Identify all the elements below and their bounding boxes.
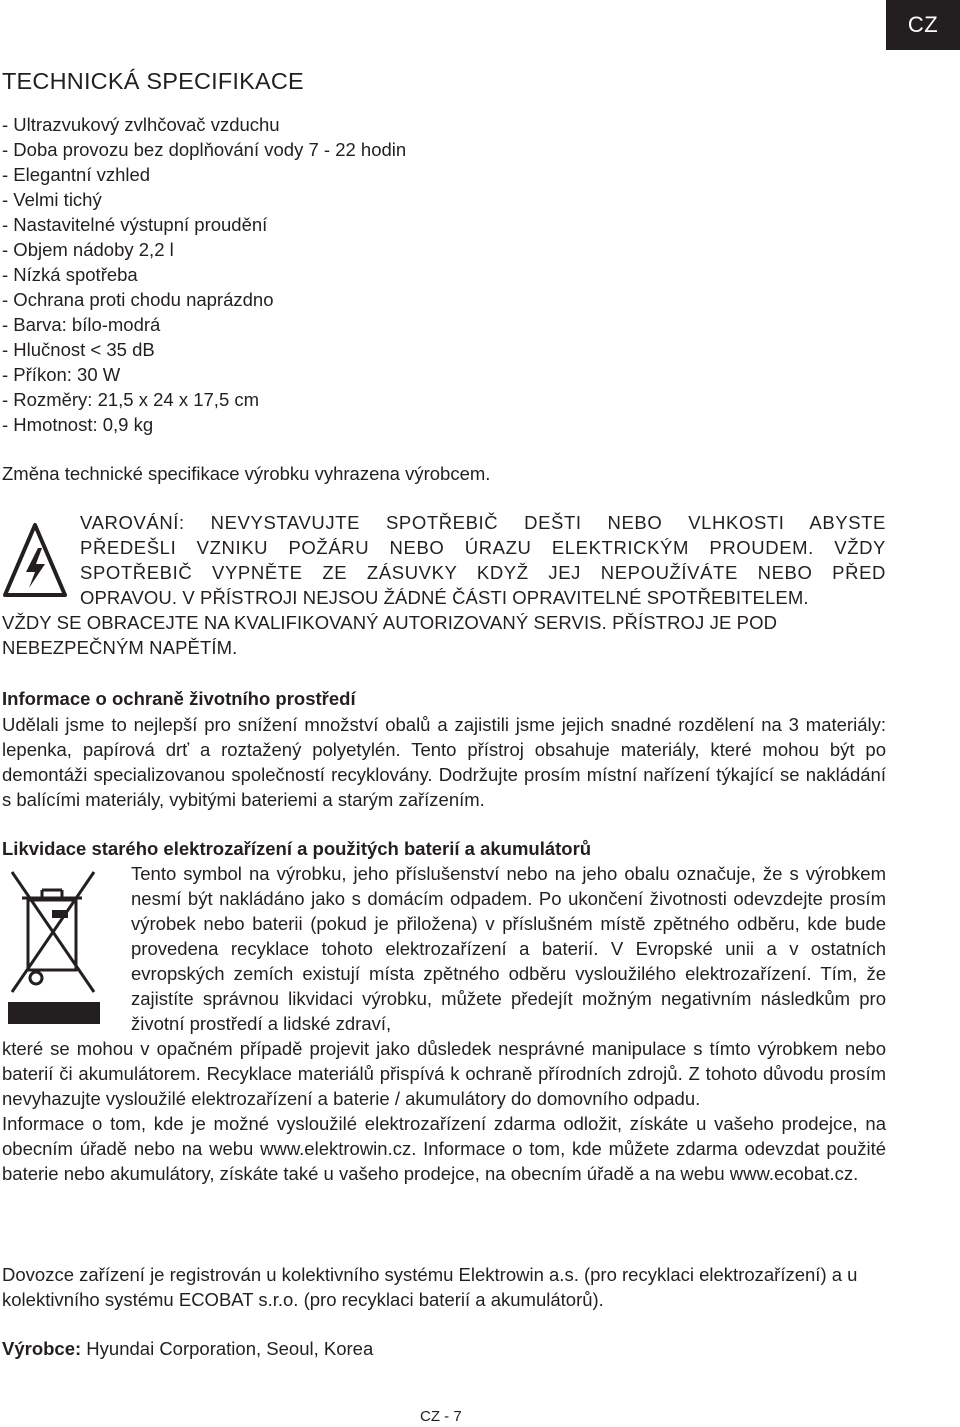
crossed-out-wheelie-bin-icon [8, 868, 100, 1024]
disposal-continued: které se mohou v opačném případě projevit jako důsledek nesprávné manipulace s tímto výrobkem nebo baterií či akumulátorem. Recyklace materiálů přispívá k ochraně přírodních zdrojů. Z tohoto důvodu prosím nevyhazujte vysloužilé elektrozařízení a baterie / akumulátory do domovního odpadu. [2, 1038, 886, 1109]
spec-item: - Velmi tichý [2, 189, 102, 210]
environment-heading: Informace o ochraně životního prostředí [2, 688, 356, 709]
page-number: CZ - 7 [420, 1408, 462, 1425]
disposal-text: Tento symbol na výrobku, jeho příslušenství nebo na jeho obalu označuje, že s výrobkem nesmí být nakládáno jako s domácím odpadem. Po ukončení životnosti odevzdejte prosím výrobek nebo baterii (pokud je přiložena) v příslušném místě zpětného odběru, kde bude provedena recyklace tohoto elektrozařízení a baterií. V Evropské unii a v ostatních evropských zemích existují místa zpětného odběru vysloužilého elektrozařízení. Tím, že zajistíte správnou likvidaci výrobku, můžete předejít možným negativním následkům pro životní prostředí a lidské zdraví, [131, 863, 886, 1034]
spec-item: - Ultrazvukový zvlhčovač vzduchu [2, 114, 280, 135]
spec-item: - Barva: bílo-modrá [2, 314, 161, 335]
manufacturer [2, 1336, 373, 1361]
spec-item: - Nízká spotřeba [2, 264, 138, 285]
warning-line: VŽDY SE OBRACEJTE NA KVALIFIKOVANÝ AUTORIZOVANÝ SERVIS. PŘÍSTROJ JE POD [2, 612, 778, 633]
manufacturer-value: Hyundai Corporation, Seoul, Korea [81, 1338, 374, 1359]
importer-text: Dovozce zařízení je registrován u kolektivního systému Elektrowin a.s. (pro recyklaci elektrozařízení) a u kolektivního systému ECOBAT s.r.o. (pro recyklaci baterií a akumulátorů). [2, 1264, 858, 1310]
spec-item: - Rozměry: 21,5 x 24 x 17,5 cm [2, 389, 260, 410]
page-title: TECHNICKÁ SPECIFIKACE [2, 68, 304, 94]
spec-item: - Hlučnost < 35 dB [2, 339, 155, 360]
warning-line: NEBEZPEČNÝM NAPĚTÍM. [2, 637, 238, 658]
warning-line: PŘEDEŠLI VZNIKU POŽÁRU NEBO ÚRAZU ELEKTRICKÝM PROUDEM. VŽDY [80, 537, 886, 558]
spec-list [2, 112, 406, 437]
spec-item: - Elegantní vzhled [2, 164, 151, 185]
manufacturer-label: Výrobce: [2, 1338, 82, 1359]
disposal-info: Informace o tom, kde je možné vysloužilé elektrozařízení zdarma odložit, získáte u vašeho prodejce, na obecním úřadě nebo na webu www.elektrowin.cz. Informace o tom, kde můžete zdarma odevzdat použité baterie nebo akumulátory, získáte také u vašeho prodejce, na obecním úřadě a na webu www.ecobat.cz. [2, 1113, 886, 1184]
spec-note: Změna technické specifikace výrobku vyhrazena výrobcem. [2, 463, 491, 484]
spec-item: - Hmotnost: 0,9 kg [2, 414, 154, 435]
language-tab: CZ [886, 0, 960, 50]
disposal-text-continued [2, 1036, 886, 1186]
disposal-heading: Likvidace starého elektrozařízení a použitých baterií a akumulátorů [2, 838, 592, 859]
spec-item: - Objem nádoby 2,2 l [2, 239, 174, 260]
spec-item: - Příkon: 30 W [2, 364, 121, 385]
warning-block [2, 510, 886, 660]
warning-line: SPOTŘEBIČ VYPNĚTE ZE ZÁSUVKY KDYŽ JEJ NEPOUŽÍVÁTE NEBO PŘED [80, 562, 886, 583]
warning-line: VAROVÁNÍ: NEVYSTAVUJTE SPOTŘEBIČ DEŠTI NEBO VLHKOSTI ABYSTE [80, 512, 886, 533]
warning-line: OPRAVOU. V PŘÍSTROJI NEJSOU ŽÁDNÉ ČÁSTI OPRAVITELNÉ SPOTŘEBITELEM. [80, 587, 809, 608]
spec-item: - Nastavitelné výstupní proudění [2, 214, 268, 235]
spec-item: - Ochrana proti chodu naprázdno [2, 289, 274, 310]
spec-item: - Doba provozu bez doplňování vody 7 - 22 hodin [2, 139, 407, 160]
environment-text: Udělali jsme to nejlepší pro snížení množství obalů a zajistili jsme jejich snadné rozdělení na 3 materiály: lepenka, papírová drť a roztažený polyetylén. Tento přístroj obsahuje materiály, které mohou být po demontáži specializovanou společností recyklovány. Dodržujte prosím místní nařízení týkající se nakládání s balícími materiály, vybitými bateriemi a starým zařízením. [2, 714, 886, 810]
